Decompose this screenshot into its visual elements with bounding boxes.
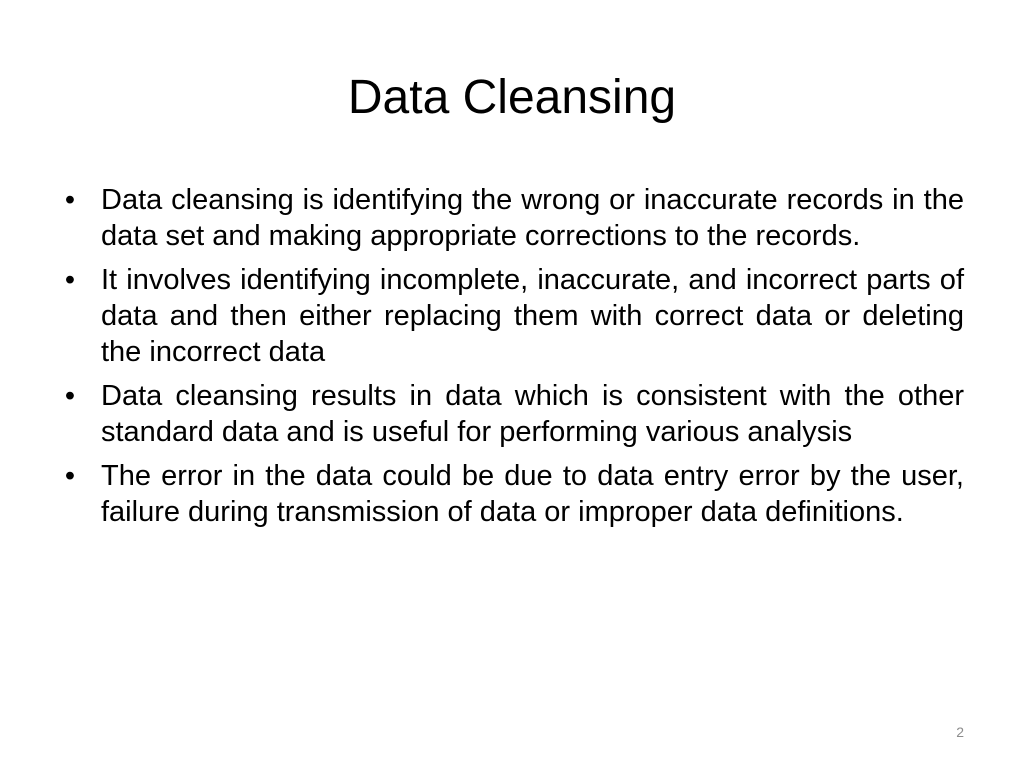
bullet-item [60, 182, 964, 254]
bullet-icon: • [64, 264, 76, 296]
bullet-item [60, 378, 964, 450]
slide-title: Data Cleansing [347, 71, 677, 124]
page-number: 2 [956, 724, 964, 740]
bullet-list [60, 182, 964, 538]
bullet-text: It involves identifying incomplete, inaccurate, and incorrect parts of data and then either replacing them with correct data or deleting the incorrect data [101, 264, 964, 368]
bullet-icon: • [64, 460, 76, 492]
bullet-item [60, 458, 964, 530]
bullet-text: Data cleansing results in data which is consistent with the other standard data and is useful for performing various analysis [101, 380, 964, 448]
bullet-text: The error in the data could be due to data entry error by the user, failure during transmission of data or improper data definitions. [101, 460, 964, 528]
bullet-item [60, 262, 964, 370]
bullet-text: Data cleansing is identifying the wrong or inaccurate records in the data set and making appropriate corrections to the records. [101, 184, 964, 252]
bullet-icon: • [64, 380, 76, 412]
bullet-icon: • [64, 184, 76, 216]
